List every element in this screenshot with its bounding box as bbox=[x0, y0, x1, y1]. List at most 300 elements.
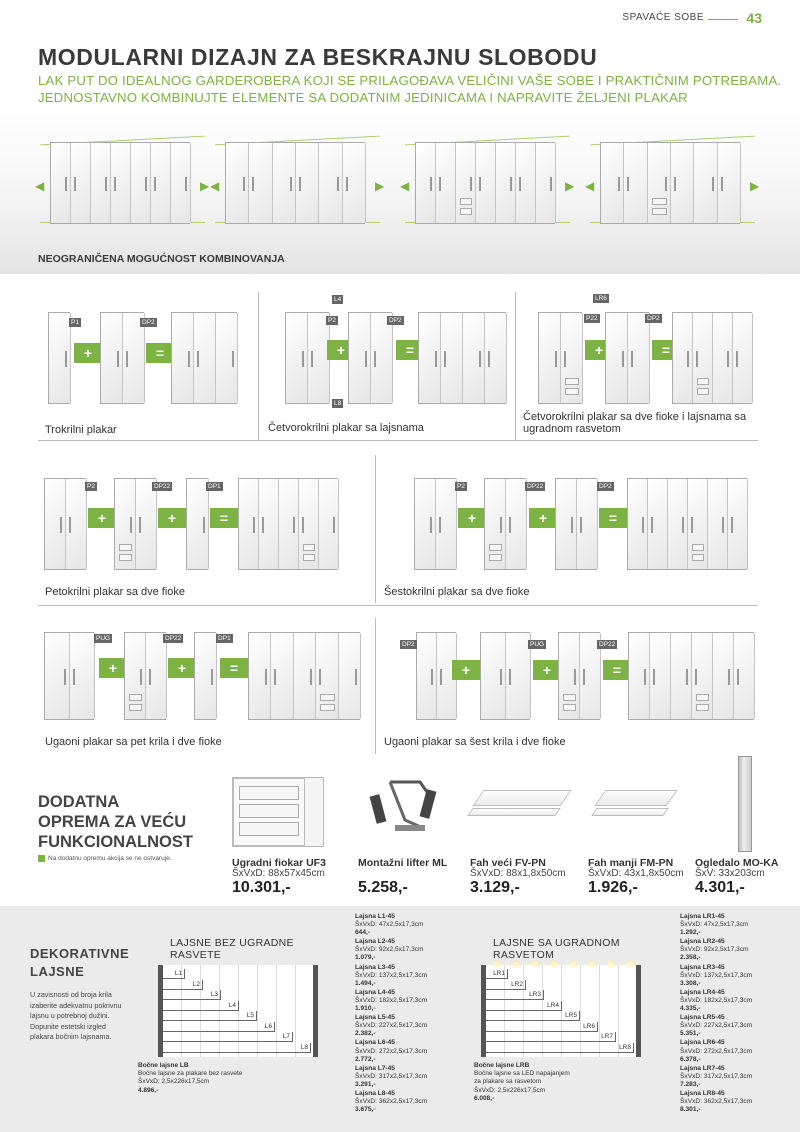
lajsna-l-item-dims: ŠxVxD: 362x2,5x17,3cm bbox=[355, 1098, 428, 1106]
wardrobe-door bbox=[718, 143, 741, 223]
door-handle bbox=[440, 669, 442, 684]
wardrobe-door bbox=[249, 633, 271, 719]
drawer bbox=[460, 198, 472, 205]
left-arrow-icon: ◀ bbox=[400, 179, 410, 193]
door-handle bbox=[154, 177, 156, 191]
drawer bbox=[652, 208, 667, 215]
shelf-large-image-edge bbox=[467, 808, 561, 816]
drawer bbox=[320, 704, 334, 711]
shelf-small-image-top bbox=[594, 790, 677, 806]
product-dims-fm: ŠxVxD: 43x1,8x50cm bbox=[588, 868, 684, 879]
drawer bbox=[303, 544, 315, 551]
lajsna-l-item-name: Lajsna L5-45 bbox=[355, 1014, 395, 1022]
wardrobe-door bbox=[648, 479, 668, 569]
product-dims-mo: ŠxV: 33x203cm bbox=[695, 868, 765, 879]
door-handle bbox=[509, 669, 511, 684]
lajsna-l-item-name: Lajsna L6-45 bbox=[355, 1039, 395, 1047]
section-label: SPAVAĆE SOBE bbox=[622, 12, 704, 23]
lb-title-line-2: RASVETE bbox=[170, 949, 222, 961]
wardrobe-door bbox=[171, 143, 191, 223]
left-arrow-icon: ◀ bbox=[585, 179, 595, 193]
wardrobe-door bbox=[481, 633, 506, 719]
drawer bbox=[563, 704, 576, 711]
drawer-3 bbox=[239, 822, 299, 836]
module-tag: DP1 bbox=[208, 483, 221, 490]
door-handle bbox=[374, 351, 376, 367]
equals-sign: = bbox=[603, 660, 631, 680]
door-handle bbox=[346, 177, 348, 191]
combo-label-7: Ugaoni plakar sa šest krila i dve fioke bbox=[384, 736, 566, 748]
drawer-2 bbox=[239, 804, 299, 818]
plus-sign: + bbox=[458, 508, 486, 528]
decorative-text: U zavisnosti od broja krila izaberite adekvatnu pokrivnu lajsnu u potrebnoj dužini. Dopunite estetski izgled plakara bočnim lajsnama. bbox=[30, 990, 122, 1041]
lajsna-l-item bbox=[355, 1090, 427, 1114]
door-handle bbox=[252, 177, 254, 191]
subtitle-line-2: JEDNOSTAVNO KOMBINUJTE ELEMENTE SA DODATNIM JEDINICAMA I NAPRAVITE ŽELJENI PLAKAR bbox=[38, 90, 688, 105]
wardrobe-door bbox=[296, 143, 319, 223]
door-handle bbox=[311, 351, 313, 367]
wardrobe-illustration bbox=[50, 142, 190, 224]
lrb-side-desc-1: Bočne lajsne sa LED napajanjem bbox=[474, 1070, 570, 1078]
lajsna-lr-item-name: Lajsna LR8-45 bbox=[680, 1089, 725, 1097]
lajsna-lr-item bbox=[680, 938, 752, 962]
lrb-side-info bbox=[474, 1062, 570, 1103]
combo-label-4: Petokrilni plakar sa dve fioke bbox=[45, 586, 186, 598]
module-tag: DP22 bbox=[165, 635, 182, 642]
module-tag: L8 bbox=[334, 400, 342, 407]
door-handle bbox=[580, 517, 582, 533]
plus-sign: + bbox=[74, 343, 102, 363]
plus-sign: + bbox=[168, 658, 196, 678]
combo-label-6: Ugaoni plakar sa pet krila i dve fioke bbox=[45, 736, 222, 748]
trim-step: LR5 bbox=[486, 1011, 580, 1021]
door-handle bbox=[479, 351, 481, 367]
product-name-uf3: Ugradni fiokar UF3 bbox=[232, 857, 326, 869]
door-handle bbox=[114, 177, 116, 191]
wardrobe-door bbox=[485, 313, 507, 403]
door-handle bbox=[627, 177, 629, 191]
door-handle bbox=[333, 517, 335, 533]
lajsna-lr-item-name: Lajsna LR5-45 bbox=[680, 1014, 725, 1022]
led-light bbox=[589, 962, 595, 966]
door-handle bbox=[651, 517, 653, 533]
door-handle bbox=[722, 517, 724, 533]
lajsna-lr-item bbox=[680, 1039, 752, 1063]
drawer bbox=[697, 378, 709, 385]
lajsna-l-item bbox=[355, 938, 427, 962]
door-handle bbox=[319, 669, 321, 684]
door-handle bbox=[691, 517, 693, 533]
wardrobe-illustration bbox=[484, 478, 526, 570]
drawer bbox=[303, 554, 315, 561]
wardrobe-door bbox=[273, 143, 296, 223]
lajsna-l-item-price: 2.382,- bbox=[355, 1030, 376, 1038]
wardrobe-door bbox=[539, 313, 561, 403]
wardrobe-door bbox=[628, 479, 648, 569]
wardrobe-door bbox=[606, 313, 628, 403]
lajsna-lr-item bbox=[680, 964, 752, 988]
l-price-list bbox=[355, 913, 427, 1115]
wardrobe-door bbox=[668, 479, 688, 569]
trim-step: L3 bbox=[163, 990, 221, 1000]
module-tag: DP1 bbox=[218, 635, 231, 642]
door-handle bbox=[74, 177, 76, 191]
lajsna-l-item-dims: ŠxVxD: 317x2,5x17,3cm bbox=[355, 1072, 428, 1080]
wardrobe-door bbox=[516, 143, 536, 223]
page-title: MODULARNI DIZAJN ZA BESKRAJNU SLOBODU bbox=[38, 44, 598, 70]
wardrobe-door bbox=[629, 633, 650, 719]
equals-sign: = bbox=[396, 340, 424, 360]
extras-note-text: Na dodatnu opremu akcija se ne ostvaruje. bbox=[48, 855, 172, 863]
equals-sign: = bbox=[652, 340, 680, 360]
trim-step: LR3 bbox=[486, 990, 544, 1000]
wardrobe-door bbox=[294, 633, 316, 719]
lajsna-l-item-name: Lajsna L1-45 bbox=[355, 913, 395, 920]
lajsna-lr-item-name: Lajsna LR6-45 bbox=[680, 1039, 725, 1047]
door-handle bbox=[302, 517, 304, 533]
wardrobe-door bbox=[650, 633, 671, 719]
plus-sign: + bbox=[88, 508, 116, 528]
module-tag: DP22 bbox=[527, 483, 544, 490]
lajsna-l-item bbox=[355, 1065, 427, 1089]
lajsna-lr-item-name: Lajsna LR7-45 bbox=[680, 1064, 725, 1072]
grid-separator bbox=[38, 605, 758, 606]
left-arrow-icon: ◀ bbox=[35, 179, 45, 193]
grid-separator bbox=[515, 292, 516, 440]
wardrobe-door bbox=[49, 313, 71, 403]
page-number: 43 bbox=[746, 10, 762, 26]
door-handle bbox=[431, 669, 433, 684]
door-handle bbox=[736, 351, 738, 367]
door-handle bbox=[550, 177, 552, 191]
door-handle bbox=[564, 351, 566, 367]
wardrobe-door bbox=[496, 143, 516, 223]
wardrobe-door bbox=[226, 143, 249, 223]
drawer bbox=[119, 554, 132, 561]
trim-step: LR7 bbox=[486, 1032, 616, 1042]
combo-label-5: Šestokrilni plakar sa dve fioke bbox=[384, 586, 530, 598]
wardrobe-illustration bbox=[418, 312, 506, 404]
door-handle bbox=[203, 517, 205, 533]
wardrobe-illustration bbox=[100, 312, 144, 404]
door-handle bbox=[197, 351, 199, 367]
door-handle bbox=[139, 517, 141, 533]
drawer-1 bbox=[239, 786, 299, 800]
wardrobe-illustration bbox=[124, 632, 166, 720]
wardrobe-door bbox=[415, 479, 436, 569]
wardrobe-door bbox=[673, 313, 693, 403]
led-light bbox=[627, 962, 633, 966]
product-price-fv: 3.129,- bbox=[470, 879, 520, 896]
product-name-mo: Ogledalo MO-KA bbox=[695, 857, 779, 869]
shelf-large-image-top bbox=[472, 790, 571, 806]
door-handle bbox=[188, 351, 190, 367]
wardrobe-door bbox=[441, 313, 463, 403]
door-handle bbox=[65, 177, 67, 191]
equals-sign: = bbox=[599, 508, 627, 528]
lajsna-l-item-price: 3.675,- bbox=[355, 1106, 376, 1114]
lajsna-lr-item-price: 1.292,- bbox=[680, 929, 701, 937]
door-handle bbox=[430, 517, 432, 533]
module-tag: PUG bbox=[530, 641, 545, 648]
module-tag: P22 bbox=[586, 315, 598, 322]
wardrobe-illustration bbox=[600, 142, 740, 224]
module-tag: LR6 bbox=[595, 295, 607, 302]
product-name-fm: Fah manji FM-PN bbox=[588, 857, 674, 869]
door-handle bbox=[232, 351, 234, 367]
drawer bbox=[460, 208, 472, 215]
wardrobe-door bbox=[271, 633, 293, 719]
lajsna-lr-item-price: 6.378,- bbox=[680, 1055, 701, 1063]
lajsna-lr-item-dims: ŠxVxD: 137x2,5x17,3cm bbox=[680, 971, 753, 979]
lajsna-lr-item-name: Lajsna LR2-45 bbox=[680, 938, 725, 946]
lajsna-lr-item-name: Lajsna LR3-45 bbox=[680, 963, 725, 971]
lajsna-l-item-name: Lajsna L3-45 bbox=[355, 963, 395, 971]
lajsna-lr-item-dims: ŠxVxD: 272x2,5x17,3cm bbox=[680, 1047, 753, 1055]
wardrobe-door bbox=[536, 143, 556, 223]
wardrobe-door bbox=[476, 143, 496, 223]
module-tag: L4 bbox=[334, 296, 342, 303]
extras-heading-line-2: OPREMA ZA VEĆU bbox=[38, 813, 187, 831]
door-handle bbox=[642, 517, 644, 533]
wardrobe-door bbox=[339, 633, 361, 719]
wardrobe-door bbox=[733, 313, 753, 403]
wardrobe-door bbox=[131, 143, 151, 223]
lajsna-lr-item-price: 2.358,- bbox=[680, 954, 701, 962]
door-handle bbox=[728, 669, 730, 684]
extras-heading-line-3: FUNKCIONALNOST bbox=[38, 833, 193, 851]
wardrobe-illustration bbox=[416, 632, 456, 720]
wardrobe-door bbox=[70, 633, 95, 719]
door-handle bbox=[130, 517, 132, 533]
door-handle bbox=[290, 177, 292, 191]
wardrobe-door bbox=[436, 479, 457, 569]
lajsna-l-item-dims: ŠxVxD: 47x2,5x17,3cm bbox=[355, 921, 424, 929]
module-tag: DP2 bbox=[647, 315, 660, 322]
lajsna-lr-item-dims: ŠxVxD: 317x2,5x17,3cm bbox=[680, 1072, 753, 1080]
wardrobe-door bbox=[249, 143, 272, 223]
module-tag: DP2 bbox=[599, 483, 612, 490]
plus-sign: + bbox=[585, 340, 613, 360]
wardrobe-door bbox=[343, 143, 366, 223]
wardrobe-illustration bbox=[114, 478, 156, 570]
lajsna-l-item bbox=[355, 913, 427, 937]
combo-label-2: Četvorokrilni plakar sa lajsnama bbox=[268, 422, 424, 434]
door-handle bbox=[185, 177, 187, 191]
drawer bbox=[129, 694, 142, 701]
door-handle bbox=[140, 669, 142, 684]
wardrobe-door bbox=[713, 633, 734, 719]
wardrobe-door bbox=[463, 313, 485, 403]
wardrobe-door bbox=[101, 313, 123, 403]
door-handle bbox=[555, 351, 557, 367]
lrb-side-price: 6.008,- bbox=[474, 1094, 495, 1102]
door-handle bbox=[479, 177, 481, 191]
lajsna-lr-item-dims: ŠxVxD: 92x2,5x17,3cm bbox=[680, 946, 749, 954]
lajsna-l-item bbox=[355, 1014, 427, 1038]
wardrobe-door bbox=[671, 633, 692, 719]
combo-heading: NEOGRANIČENA MOGUĆNOST KOMBINOVANJA bbox=[38, 253, 285, 265]
lb-side-dims: ŠxVxD: 2,5x226x17,5cm bbox=[138, 1078, 210, 1086]
wardrobe-door bbox=[111, 143, 131, 223]
led-light bbox=[608, 962, 614, 966]
door-handle bbox=[721, 177, 723, 191]
door-handle bbox=[117, 351, 119, 367]
wardrobe-illustration bbox=[415, 142, 555, 224]
wardrobe-door bbox=[45, 479, 66, 569]
wardrobe-door bbox=[146, 633, 167, 719]
wardrobe-door bbox=[416, 143, 436, 223]
lajsna-l-item-price: 1.079,- bbox=[355, 954, 376, 962]
door-handle bbox=[299, 177, 301, 191]
right-arrow-icon: ▶ bbox=[750, 179, 760, 193]
extras-heading-line-1: DODATNA bbox=[38, 793, 120, 811]
grid-separator bbox=[375, 455, 376, 603]
lb-side-desc: Bočne lajsne za plakare bez rasvete bbox=[138, 1070, 243, 1078]
door-handle bbox=[631, 351, 633, 367]
door-handle bbox=[686, 669, 688, 684]
product-dims-uf3: ŠxVxD: 88x57x45cm bbox=[232, 868, 325, 879]
door-handle bbox=[439, 177, 441, 191]
plus-sign: + bbox=[452, 660, 480, 680]
lb-title-line-1: LAJSNE BEZ UGRADNE bbox=[170, 937, 294, 949]
wardrobe-illustration bbox=[238, 478, 338, 570]
lajsna-lr-item-dims: ŠxVxD: 182x2,5x17,3cm bbox=[680, 996, 753, 1004]
lajsna-lr-item bbox=[680, 989, 752, 1013]
door-handle bbox=[500, 517, 502, 533]
lrb-side-desc-2: za plakare sa rasvetom bbox=[474, 1078, 542, 1086]
drawer bbox=[320, 694, 334, 701]
module-tag: P2 bbox=[87, 483, 95, 490]
wardrobe-door bbox=[436, 143, 456, 223]
door-handle bbox=[653, 669, 655, 684]
drawer bbox=[565, 388, 579, 395]
product-price-uf3: 10.301,- bbox=[232, 879, 291, 896]
combo-label-1: Trokrilni plakar bbox=[45, 424, 117, 436]
lajsna-lr-item-price: 4.335,- bbox=[680, 1005, 701, 1013]
lajsna-l-item-name: Lajsna L4-45 bbox=[355, 988, 395, 996]
trim-step: L5 bbox=[163, 1011, 257, 1021]
wardrobe-door bbox=[601, 143, 624, 223]
wardrobe-door bbox=[349, 313, 371, 403]
door-handle bbox=[696, 351, 698, 367]
lajsna-lr-item bbox=[680, 1090, 752, 1114]
trim-step: L8 bbox=[163, 1043, 311, 1053]
trim-step: L4 bbox=[163, 1001, 239, 1011]
note-marker-icon bbox=[38, 855, 45, 862]
wardrobe-door bbox=[713, 313, 733, 403]
door-handle bbox=[665, 177, 667, 191]
door-handle bbox=[470, 177, 472, 191]
wardrobe-door bbox=[371, 313, 393, 403]
lajsna-lr-item bbox=[680, 913, 752, 937]
door-handle bbox=[674, 177, 676, 191]
trim-step: L7 bbox=[163, 1032, 293, 1042]
module-tag: DP2 bbox=[142, 319, 155, 326]
lajsna-lr-item-price: 8.301,- bbox=[680, 1106, 701, 1114]
extras-heading bbox=[38, 792, 193, 852]
wardrobe-door bbox=[279, 479, 299, 569]
lifter-image bbox=[365, 770, 445, 850]
door-handle bbox=[293, 517, 295, 533]
plus-sign: + bbox=[158, 508, 186, 528]
wardrobe-illustration bbox=[248, 632, 360, 720]
lajsna-l-item-dims: ŠxVxD: 227x2,5x17,3cm bbox=[355, 1022, 428, 1030]
door-handle bbox=[488, 351, 490, 367]
lajsna-lr-item-name: Lajsna LR1-45 bbox=[680, 913, 725, 920]
wardrobe-door bbox=[319, 479, 339, 569]
lajsna-lr-item-price: 5.351,- bbox=[680, 1030, 701, 1038]
wardrobe-door bbox=[172, 313, 194, 403]
wardrobe-door bbox=[216, 313, 238, 403]
lajsna-lr-item bbox=[680, 1065, 752, 1089]
lb-title bbox=[170, 937, 294, 961]
drawer bbox=[696, 704, 709, 711]
wardrobe-door bbox=[506, 479, 527, 569]
lajsna-l-item-name: Lajsna L8-45 bbox=[355, 1089, 395, 1097]
drawer bbox=[489, 544, 502, 551]
equals-sign: = bbox=[210, 508, 238, 528]
lr-title-line-2: RASVETOM bbox=[493, 949, 555, 961]
product-price-ml: 5.258,- bbox=[358, 879, 408, 896]
door-handle bbox=[500, 669, 502, 684]
door-handle bbox=[60, 517, 62, 533]
lr-panel-diagram bbox=[481, 965, 641, 1057]
door-handle bbox=[727, 351, 729, 367]
led-light bbox=[570, 962, 576, 966]
door-handle bbox=[682, 517, 684, 533]
door-handle bbox=[644, 669, 646, 684]
lajsna-lr-item-dims: ŠxVxD: 47x2,5x17,3cm bbox=[680, 921, 749, 929]
decorative-heading-line-1: DEKORATIVNE bbox=[30, 946, 130, 961]
wardrobe-door bbox=[259, 479, 279, 569]
lajsna-l-item bbox=[355, 1039, 427, 1063]
lr-title bbox=[493, 937, 620, 961]
wardrobe-illustration bbox=[558, 632, 600, 720]
module-tag: P2 bbox=[328, 317, 336, 324]
wardrobe-illustration bbox=[48, 312, 70, 404]
lajsna-l-item-dims: ŠxVxD: 182x2,5x17,3cm bbox=[355, 996, 428, 1004]
shelf-small-image-edge bbox=[591, 808, 669, 816]
door-handle bbox=[65, 351, 67, 367]
lajsna-l-item-dims: ŠxVxD: 137x2,5x17,3cm bbox=[355, 971, 428, 979]
wardrobe-door bbox=[71, 143, 91, 223]
wardrobe-door bbox=[708, 479, 728, 569]
mirror-image bbox=[738, 756, 752, 852]
door-handle bbox=[737, 669, 739, 684]
lajsna-lr-item-name: Lajsna LR4-45 bbox=[680, 988, 725, 996]
drawer-unit-image bbox=[232, 777, 324, 847]
wardrobe-illustration bbox=[225, 142, 365, 224]
wardrobe-illustration bbox=[480, 632, 530, 720]
door-handle bbox=[73, 669, 75, 684]
drawer bbox=[129, 704, 142, 711]
grid-separator bbox=[258, 292, 259, 440]
wardrobe-door bbox=[51, 143, 71, 223]
wardrobe-door bbox=[671, 143, 694, 223]
wardrobe-door bbox=[187, 479, 209, 569]
header-divider bbox=[708, 19, 738, 20]
trim-step: L2 bbox=[163, 980, 203, 990]
door-handle bbox=[337, 177, 339, 191]
wardrobe-illustration bbox=[171, 312, 237, 404]
lajsna-lr-item-price: 7.283,- bbox=[680, 1080, 701, 1088]
grid-separator bbox=[375, 618, 376, 754]
plus-sign: + bbox=[529, 508, 557, 528]
lajsna-l-item-dims: ŠxVxD: 272x2,5x17,3cm bbox=[355, 1047, 428, 1055]
wardrobe-illustration bbox=[44, 478, 86, 570]
lb-side-name: Bočne lajsne LB bbox=[138, 1062, 189, 1069]
